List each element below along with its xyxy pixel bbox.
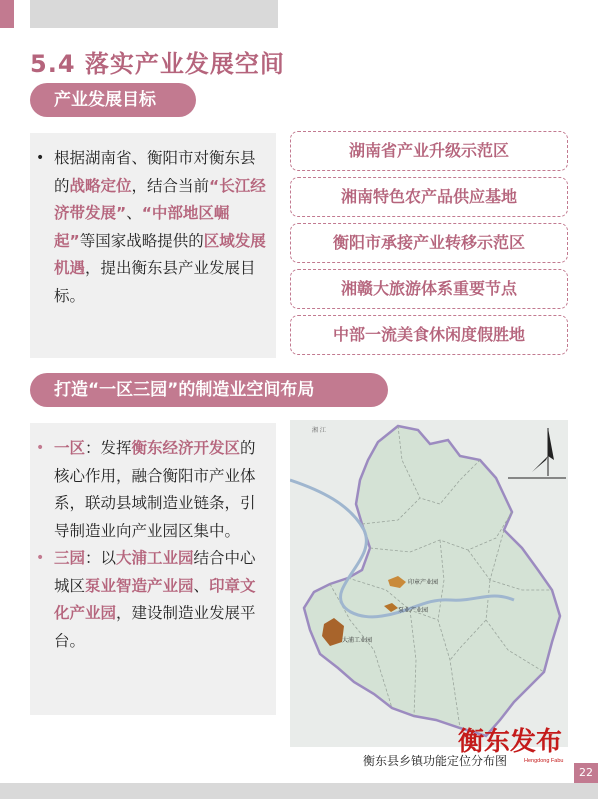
goal-item: 湖南省产业升级示范区 [290,131,568,171]
logo-text-main: 衡东发布 [458,727,563,757]
map-label: 大浦工业园 [342,637,373,644]
county-map-graphic [290,420,568,747]
section-heading-layout: 打造“一区三园”的制造业空间布局 [30,373,388,407]
goal-item: 中部一流美食休闲度假胜地 [290,315,568,355]
bullet-icon: • [36,150,45,166]
section-heading-goals: 产业发展目标 [30,83,196,117]
map-label: 泵业产业园 [398,607,429,614]
footer-bar [0,783,598,799]
county-map [290,420,568,747]
bullet-icon: • [36,440,45,456]
goal-item: 衡阳市承接产业转移示范区 [290,223,568,263]
goal-item: 湘赣大旅游体系重要节点 [290,269,568,309]
map-caption: 衡东县乡镇功能定位分布图 [362,754,507,768]
bullet-icon: • [36,550,45,566]
map-label: 湘 江 [312,427,326,434]
page-number: 22 [574,763,598,783]
page-title: 5.4 落实产业发展空间 [30,50,285,78]
goals-description-box [30,133,276,358]
list-item: • 三园：以大浦工业园结合中心城区泵业智造产业园、印章文化产业园，建设制造业发展平台。 [54,545,266,655]
goal-item: 湘南特色农产品供应基地 [290,177,568,217]
map-label: 印章产业园 [408,579,439,586]
logo-text-sub: Hengdong Fabu [524,758,564,764]
layout-description-box [30,423,276,715]
header-bar [30,0,278,28]
hengdong-fabu-logo [456,720,584,764]
header-accent-bar [0,0,14,28]
goals-text: 根据湖南省、衡阳市对衡东县的战略定位，结合当前“长江经济带发展”、“中部地区崛起”等国家战略提供的区域发展机遇，提出衡东县产业发展目标。 [54,149,266,305]
list-item: • 一区：发挥衡东经济开发区的核心作用，融合衡阳市产业体系，联动县域制造业链条，引导制造业向产业园区集中。 [54,435,266,545]
